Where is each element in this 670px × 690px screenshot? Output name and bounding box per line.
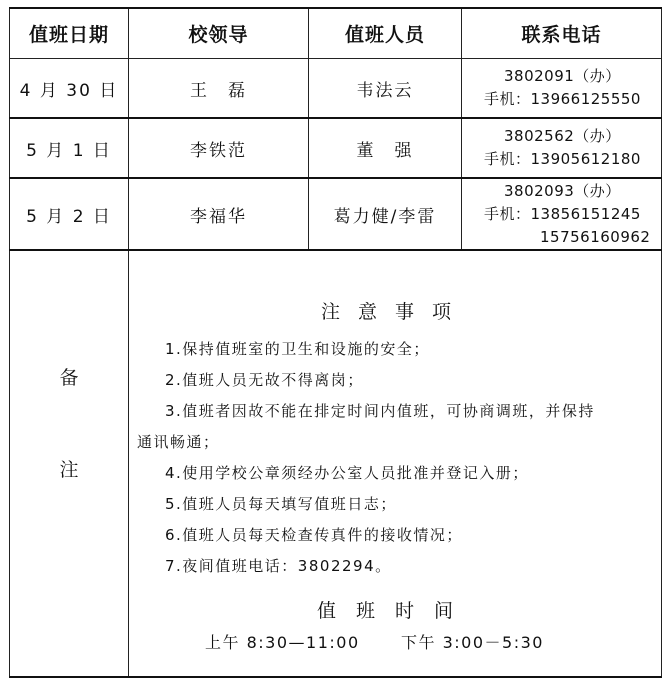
duty-schedule-table [9,7,662,678]
remarks-label-1: 备 [59,367,79,389]
header-leader: 校领导 [129,8,309,59]
phone-cell [462,59,662,119]
afternoon-time: 下午 3:00－5:30 [401,633,544,652]
leader-cell: 李铁范 [129,118,309,178]
mobile-phone: 手机：13856151245 [484,204,641,223]
remarks-label-2: 注 [59,459,79,481]
table-row [10,59,662,119]
table-row [10,118,662,178]
phone-cell [462,178,662,250]
morning-time: 上午 8:30—11:00 [205,633,360,652]
date-cell: 5 月 2 日 [10,178,129,250]
mobile-phone-2: 15756160962 [540,227,651,246]
leader-cell: 王 磊 [129,59,309,119]
date-cell: 4 月 30 日 [10,59,129,119]
schedule-title: 值班时间 [316,600,473,622]
staff-cell: 韦法云 [309,59,462,119]
note-item: 4.使用学校公章须经办公室人员批准并登记入册； [165,464,529,482]
mobile-phone: 手机：13966125550 [484,90,641,108]
note-item: 2.值班人员无故不得离岗； [165,371,364,389]
office-phone: 3802093（办） [504,181,621,200]
header-phone: 联系电话 [462,8,662,59]
date-cell: 5 月 1 日 [10,118,129,178]
staff-cell: 董 强 [309,118,462,178]
leader-cell: 李福华 [129,178,309,250]
notes-title: 注意事项 [320,301,469,323]
note-item: 通讯畅通； [137,433,220,451]
note-item: 7.夜间值班电话：3802294。 [165,557,392,575]
remarks-label [10,250,129,677]
note-item: 6.值班人员每天检查传真件的接收情况； [165,526,463,544]
office-phone: 3802091（办） [504,67,621,85]
note-item: 5.值班人员每天填写值班日志； [165,495,397,513]
remarks-row [10,250,662,677]
header-date: 值班日期 [10,8,129,59]
note-item: 1.保持值班室的卫生和设施的安全； [165,340,430,358]
note-item: 3.值班者因故不能在排定时间内值班，可协商调班，并保持 [165,402,595,420]
header-row [10,8,662,59]
mobile-phone: 手机：13905612180 [484,150,641,168]
staff-cell: 葛力健/李雷 [309,178,462,250]
table-row [10,178,662,250]
remarks-content [129,250,662,677]
office-phone: 3802562（办） [504,127,621,145]
phone-cell [462,118,662,178]
header-staff: 值班人员 [309,8,462,59]
